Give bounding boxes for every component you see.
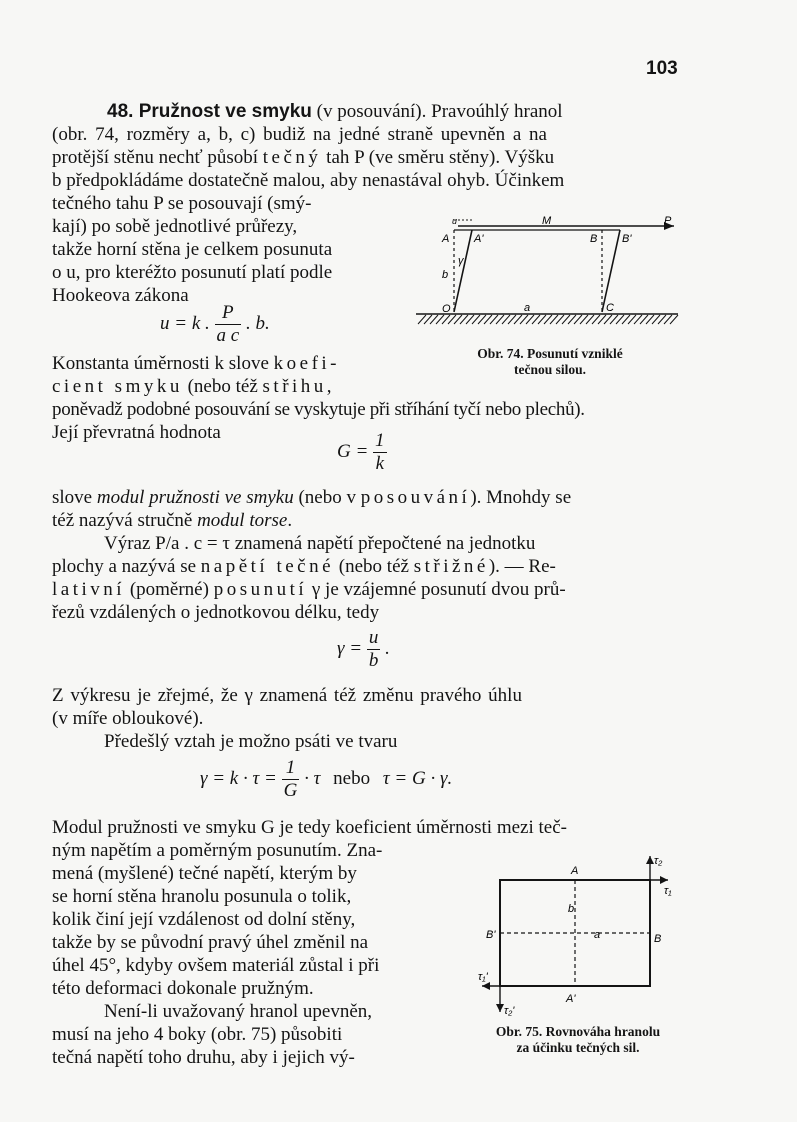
text-line: ným napětím a poměrným posunutím. Zna- (52, 840, 383, 861)
text-line: takže horní stěna je celkem posunuta (52, 239, 333, 260)
text-line: Hookeova zákona (52, 285, 189, 306)
label-b-height: b (442, 269, 449, 281)
text-line: tečného tahu P se posouvají (smý- (52, 193, 312, 214)
label-b-prime: B' (622, 233, 632, 245)
text-line: protější stěnu nechť působí tečný tah P (ve směru stěny). Výšku (52, 147, 555, 168)
label-o: O (442, 303, 451, 315)
label-a-width: a (524, 302, 531, 314)
text-line: slove modul pružnosti ve smyku (nebo v posouvání). Mnohdy se (52, 487, 572, 508)
equation-modulus: G = $\frac{1}{k}$ (337, 430, 385, 474)
text-line: řezů vzdálených o jednotkovou délku, tedy (52, 602, 380, 623)
text-line: této deformaci dokonale pružným. (52, 978, 314, 999)
section-heading: 48. Pružnost ve smyku (107, 101, 312, 122)
label-a-width: a (594, 929, 601, 941)
text-line: b předpokládáme dostatečně malou, aby nenastával ohyb. Účinkem (52, 170, 565, 191)
equation-gamma-tau: γ = k · τ = $\frac{1}{G}$ · τ nebo τ = G · γ. (200, 757, 453, 801)
page-number: 103 (646, 58, 678, 79)
text-line: (v míře obloukové). (52, 708, 204, 729)
equation-hooke: u = k . $\frac{P}{\text{a c}}$ . b. (160, 302, 270, 346)
label-a-prime-bottom: A' (566, 993, 576, 1005)
text-line: lativní (poměrné) posunutí γ je vzájemné posunutí dvou prů- (52, 579, 566, 600)
label-b-height: b (568, 903, 575, 915)
text-line: poněvadž podobné posouvání se vyskytuje při stříhání tyčí nebo plechů). (52, 399, 585, 420)
label-a-top: A (571, 865, 579, 877)
label-c: C (606, 302, 614, 314)
text-line: úhel 45°, kdyby ovšem materiál zůstal i při (52, 955, 380, 976)
figure-74-caption: Obr. 74. Posunutí vzniklé tečnou silou. (477, 346, 623, 377)
figure-75-diagram (468, 852, 688, 1020)
label-p: P (664, 215, 672, 227)
text-line: Není-li uvažovaný hranol upevněn, (104, 1001, 373, 1022)
text-line: Konstanta úměrnosti k slove koefi- (52, 353, 341, 374)
text-line: plochy a nazývá se napětí tečné (nebo též střižné). — Re- (52, 556, 556, 577)
text-line: též nazývá stručně modul torse. (52, 510, 293, 531)
text-line: 48. Pružnost ve smyku (v posouvání). Pravoúhlý hranol (107, 101, 563, 122)
text-line: musí na jeho 4 boky (obr. 75) působiti (52, 1024, 343, 1045)
text-line: Z výkresu je zřejmé, že γ znamená též změnu pravého úhlu (52, 685, 522, 706)
figure-75-caption: Obr. 75. Rovnováha hranolu za účinku tečných sil. (495, 1024, 661, 1055)
text-line: cient smyku (nebo též střihu, (52, 376, 332, 397)
label-u: u (452, 216, 458, 226)
equation-gamma: γ = $\frac{u}{b}$ . (337, 627, 390, 671)
label-a-point: A (442, 233, 450, 245)
text-line: tečná napětí toho druhu, aby i jejich vý- (52, 1047, 355, 1068)
text-line: (obr. 74, rozměry a, b, c) budiž na jedné straně upevněn a na (52, 124, 547, 145)
label-b-point: B (590, 233, 598, 245)
label-tau2-prime: τ₂' (504, 1005, 515, 1017)
text-line: mená (myšlené) tečné napětí, kterým by (52, 863, 357, 884)
text-line: Předešlý vztah je možno psáti ve tvaru (104, 731, 398, 752)
label-a-prime: A' (474, 233, 484, 245)
label-tau1-prime: τ₁' (478, 971, 488, 983)
text-line: takže by se původní pravý úhel změnil na (52, 932, 369, 953)
label-b-prime-left: B' (486, 929, 496, 941)
label-m: M (542, 215, 552, 227)
text-line: kají) po sobě jednotlivé průřezy, (52, 216, 298, 237)
label-gamma: γ (458, 255, 464, 267)
figure-74-diagram (412, 212, 682, 342)
label-b-right: B (654, 933, 662, 945)
label-tau1: τ₁ (664, 885, 672, 897)
text-line: Modul pružnosti ve smyku G je tedy koeficient úměrnosti mezi teč- (52, 817, 567, 838)
text-line: Výraz P/a . c = τ znamená napětí přepočtené na jednotku (104, 533, 536, 554)
text-line: Její převratná hodnota (52, 422, 221, 443)
text-line: kolik činí její vzdálenost od dolní stěny, (52, 909, 356, 930)
text-line: se horní stěna hranolu posunula o tolik, (52, 886, 352, 907)
label-tau2: τ₂ (654, 855, 663, 867)
text-line: o u, pro kteréžto posunutí platí podle (52, 262, 333, 283)
